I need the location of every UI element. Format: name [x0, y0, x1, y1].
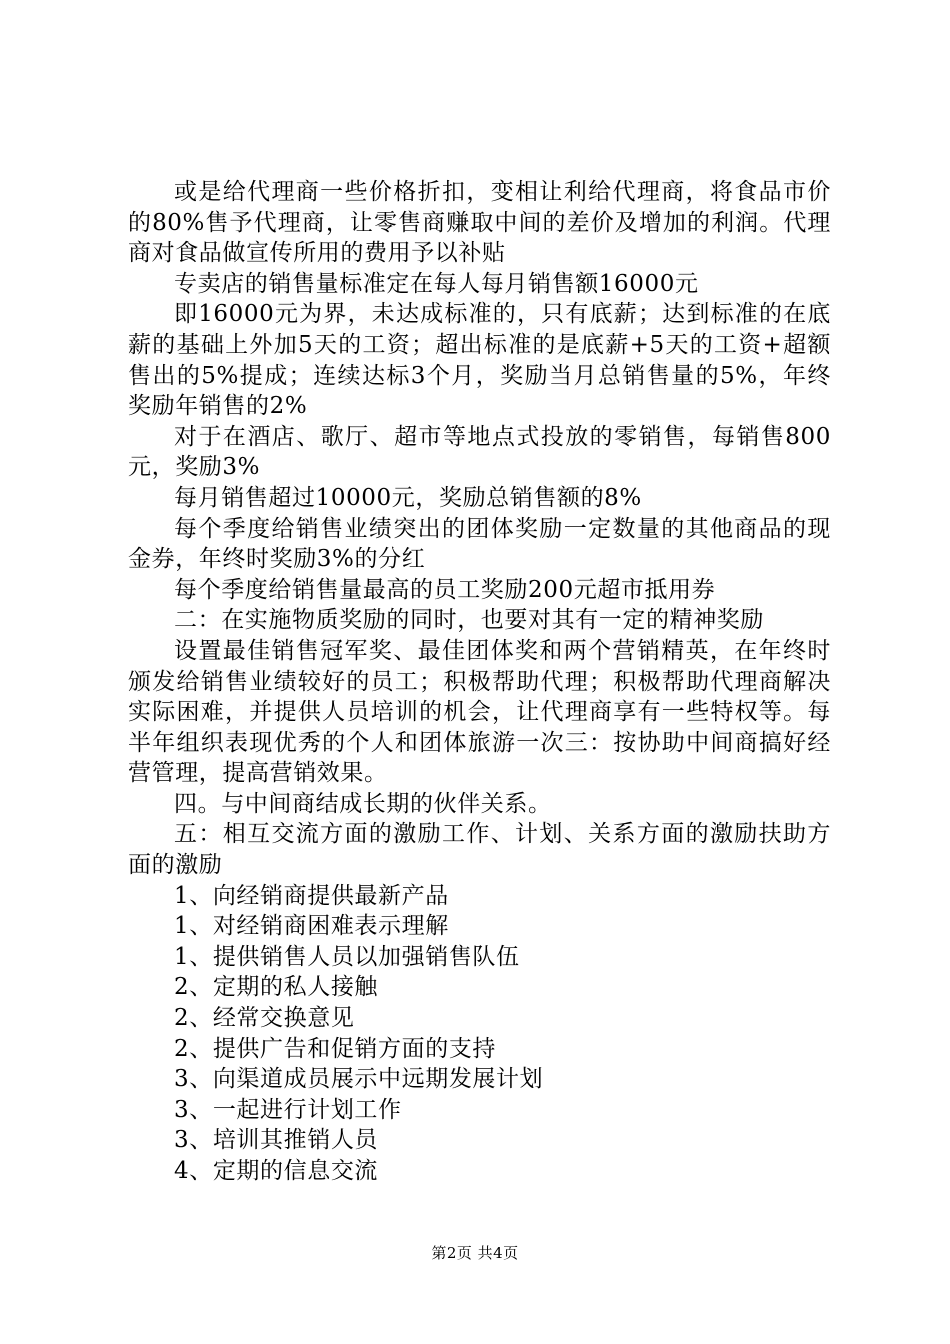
paragraph: 即16000元为界，未达成标准的，只有底薪；达到标准的在底薪的基础上外加5天的工资；超出标准的是底薪+5天的工资+超额售出的5%提成；连续达标3个月，奖励当月总销售量的5%，年终奖励年销售的2% — [128, 301, 831, 420]
page-number-footer: 第2页 共4页 — [431, 1244, 519, 1262]
list-item: 2、提供广告和促销方面的支持 — [174, 1035, 497, 1062]
list-item: 2、定期的私人接触 — [174, 974, 379, 1001]
list-item: 2、经常交换意见 — [174, 1005, 355, 1032]
list-item: 3、一起进行计划工作 — [174, 1096, 402, 1123]
paragraph: 五：相互交流方面的激励工作、计划、关系方面的激励扶助方面的激励 — [128, 821, 831, 879]
paragraph: 设置最佳销售冠军奖、最佳团体奖和两个营销精英，在年终时颁发给销售业绩较好的员工；积极帮助代理；积极帮助代理商解决实际困难，并提供人员培训的机会，让代理商享有一些特权等。每半年组织表现优秀的个人和团体旅游一次三：按协助中间商搞好经营管理，提高营销效果。 — [128, 637, 831, 787]
list-item: 4、定期的信息交流 — [174, 1158, 379, 1184]
paragraph: 四。与中间商结成长期的伙伴关系。 — [174, 790, 552, 817]
paragraph: 或是给代理商一些价格折扣，变相让利给代理商，将食品市价的80%售予代理商，让零售商赚取中间的差价及增加的利润。代理商对食品做宣传所用的费用予以补贴 — [128, 179, 831, 267]
list-item: 3、向渠道成员展示中远期发展计划 — [174, 1066, 544, 1093]
paragraph: 每个季度给销售业绩突出的团体奖励一定数量的其他商品的现金券，年终时奖励3%的分红 — [128, 515, 831, 573]
list-item: 1、提供销售人员以加强销售队伍 — [174, 943, 520, 970]
list-item: 3、培训其推销人员 — [174, 1127, 379, 1154]
list-item: 1、向经销商提供最新产品 — [174, 882, 449, 909]
paragraph: 每个季度给销售量最高的员工奖励200元超市抵用券 — [174, 576, 716, 603]
list-item: 1、对经销商困难表示理解 — [174, 913, 449, 940]
paragraph: 二：在实施物质奖励的同时，也要对其有一定的精神奖励 — [174, 607, 764, 634]
paragraph: 每月销售超过10000元，奖励总销售额的8% — [174, 484, 642, 511]
document-body — [128, 177, 831, 1187]
paragraph: 专卖店的销售量标准定在每人每月销售额16000元 — [174, 270, 699, 297]
paragraph: 对于在酒店、歌厅、超市等地点式投放的零销售，每销售800元，奖励3% — [128, 423, 831, 481]
